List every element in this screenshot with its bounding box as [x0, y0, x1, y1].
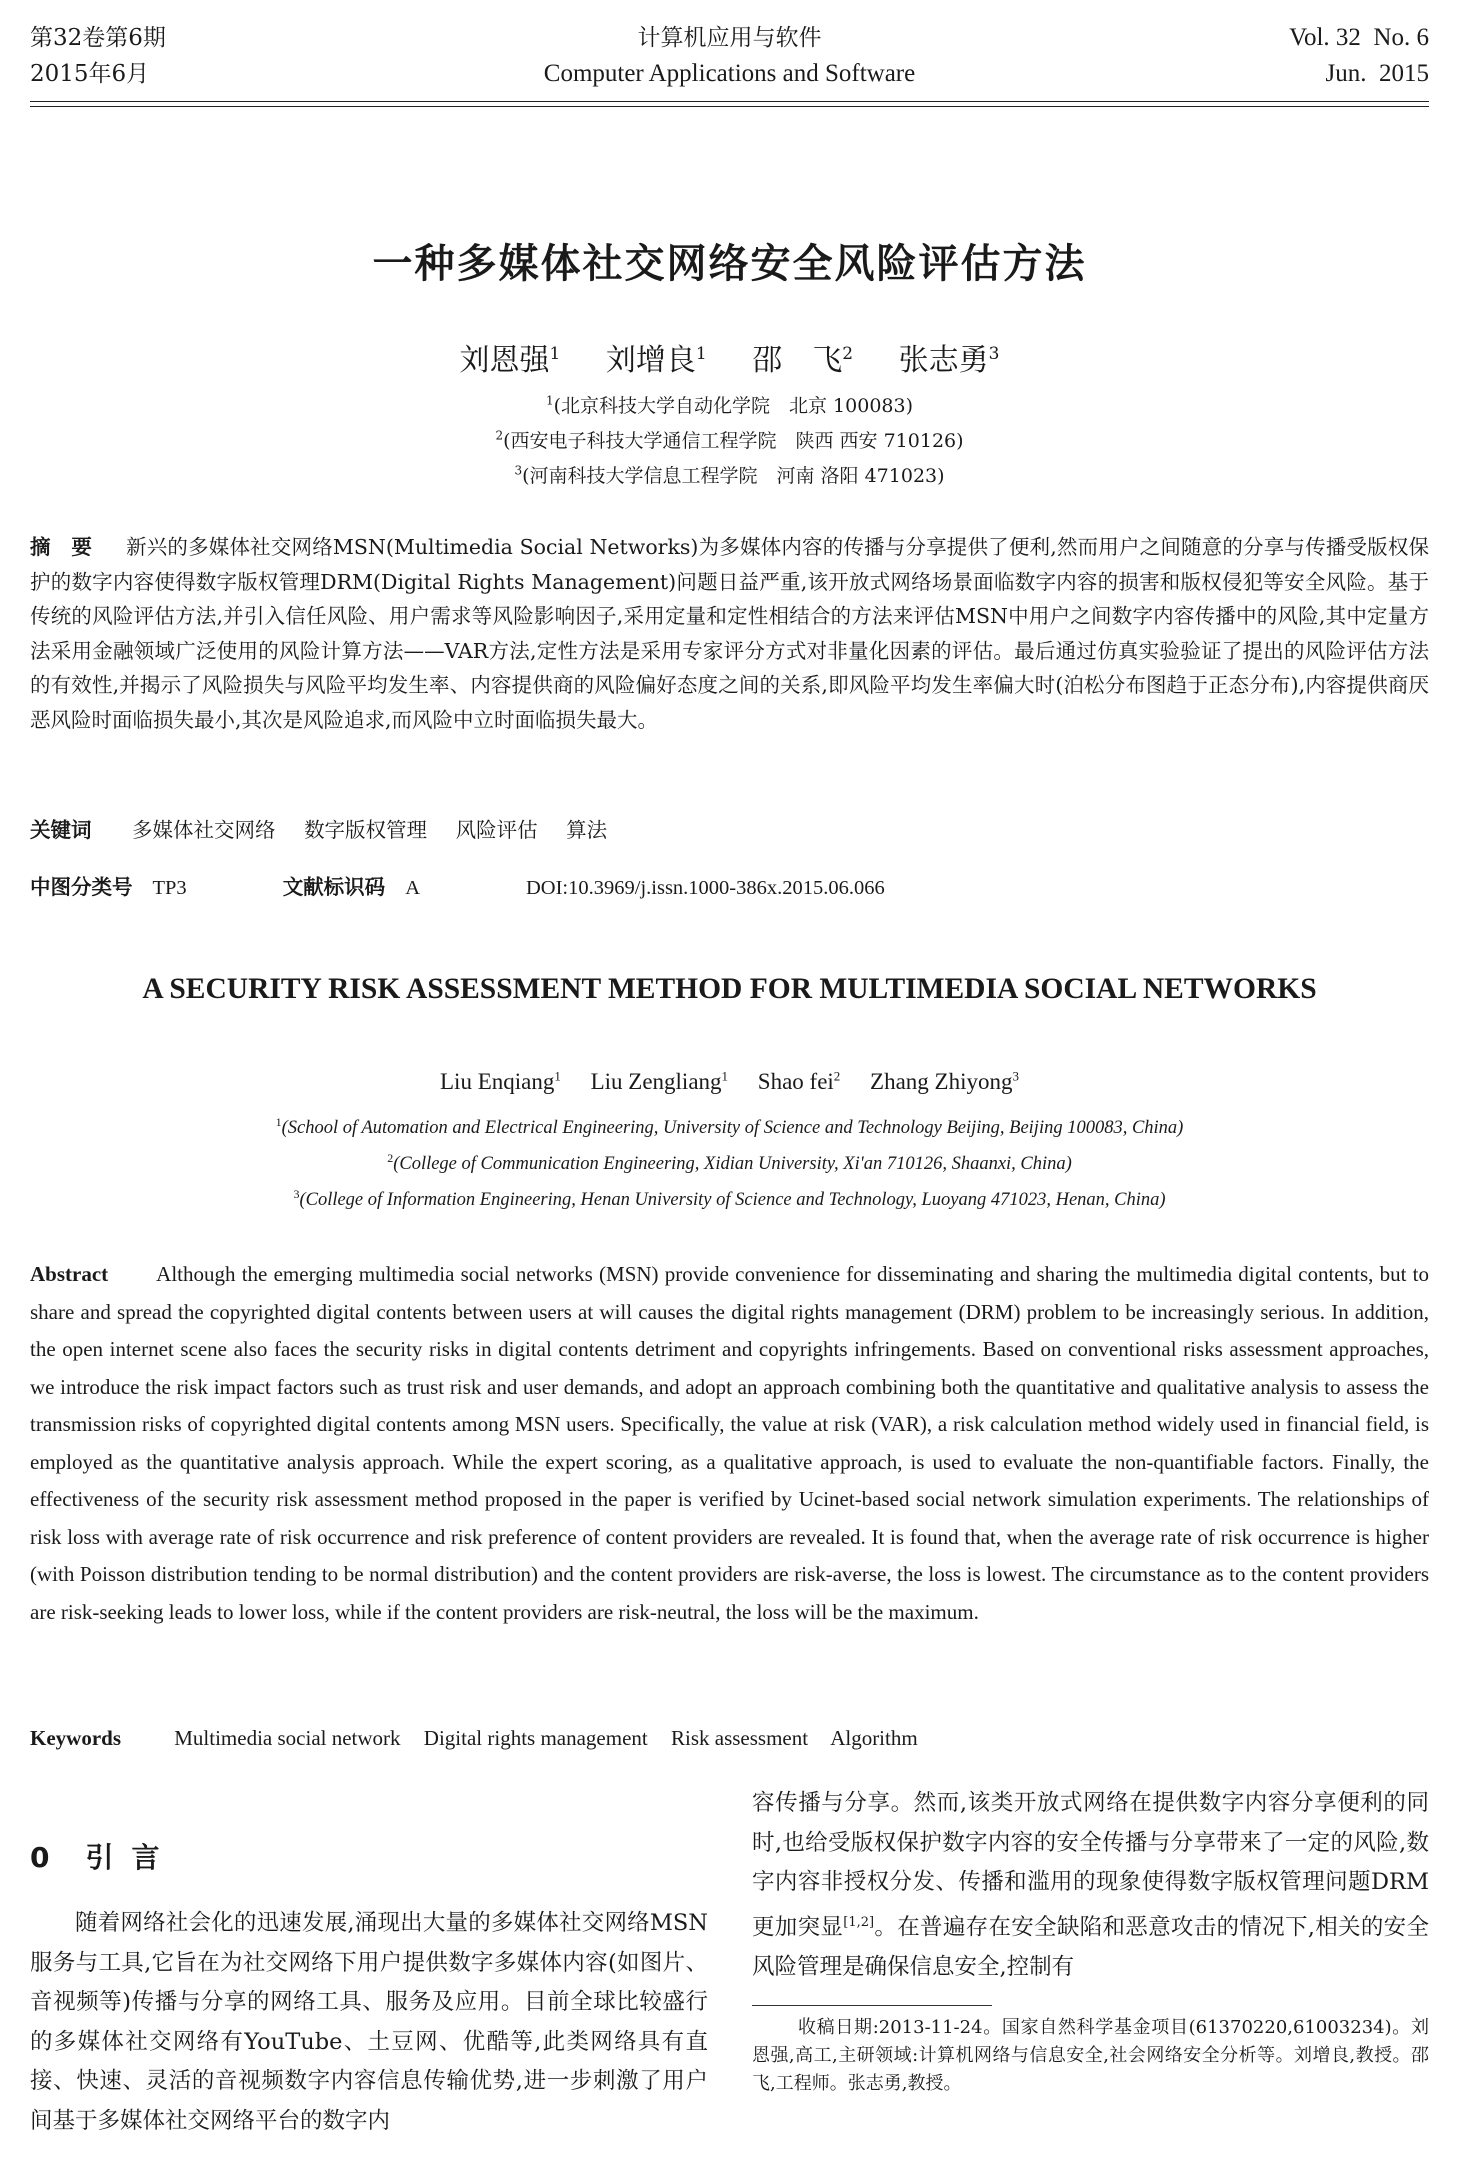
- affiliation-en: $^3$(College of Information Engineering, Henan University of Science and Technology, Luoyang 471023, Henan, China): [293, 1187, 1166, 1211]
- keyword-cn: 算法: [566, 818, 608, 842]
- keyword-en: Risk assessment: [671, 1726, 809, 1750]
- intro-left-column: 随着网络社会化的迅速发展,涌现出大量的多媒体社交网络MSN服务与工具,它旨在为社交网络下用户提供数字多媒体内容(如图片、音视频等)传播与分享的网络工具、服务及应用。目前全球比较盛行的多媒体社交网络有YouTube、土豆网、优酷等,此类网络具有直接、快速、灵活的音视频数字内容信息传输优势,进一步刺激了用户间基于多媒体社交网络平台的数字内: [30, 1910, 708, 2134]
- issue-cn: 第32卷第6期: [30, 25, 166, 51]
- section-title: 引言: [85, 1841, 178, 1874]
- keywords-en-label: Keywords: [30, 1726, 121, 1750]
- abstract-cn-text: 新兴的多媒体社交网络MSN(Multimedia Social Networks)为多媒体内容的传播与分享提供了便利,然而用户之间随意的分享与传播受版权保护的数字内容使得数字版权管理DRM(Digital Rights Management)问题日益严重,该开放式网络场景面临数字内容的损害和版权侵犯等安全风险。基于传统的风险评估方法,并引入信任风险、用户需求等风险影响因子,采用定量和定性相结合的方法来评估MSN中用户之间数字内容传播中的风险,其中定量方法采用金融领域广泛使用的风险计算方法——VAR方法,定性方法是采用专家评分方式对非量化因素的评估。最后通过仿真实验验证了提出的风险评估方法的有效性,并揭示了风险损失与风险平均发生率、内容提供商的风险偏好态度之间的关系,即风险平均发生率偏大时(泊松分布图趋于正态分布),内容提供商厌恶风险时面临损失最小,其次是风险追求,而风险中立时面临损失最大。: [30, 535, 1430, 732]
- clc-value: TP3: [152, 877, 187, 899]
- footnote-rule: [752, 2005, 992, 2006]
- affiliation-cn: $^2$(西安电子科技大学通信工程学院 陕西 西安 710126): [495, 428, 964, 452]
- author-en: Liu Zengliang$^1$: [590, 1068, 729, 1094]
- keyword-cn: 多媒体社交网络: [132, 818, 276, 842]
- volume-en: Vol. 32 No. 6: [1289, 24, 1429, 51]
- title-en: A SECURITY RISK ASSESSMENT METHOD FOR MULTIMEDIA SOCIAL NETWORKS: [142, 973, 1317, 1005]
- affiliation-en: $^1$(School of Automation and Electrical Engineering, University of Science and Technology Beijing, Beijing 100083, China): [275, 1115, 1184, 1139]
- author-cn: 刘恩强$^1$: [459, 343, 561, 378]
- section-heading: [30, 1836, 178, 1876]
- author-en: Zhang Zhiyong$^3$: [870, 1068, 1019, 1094]
- doc-code-label: 文献标识码: [282, 875, 386, 899]
- affiliation-cn: $^1$(北京科技大学自动化学院 北京 100083): [545, 393, 914, 417]
- keywords-en: [30, 1720, 1429, 1758]
- intro-right-column: 容传播与分享。然而,该类开放式网络在提供数字内容分享便利的同时,也给受版权保护数字内容的安全传播与分享带来了一定的风险,数字内容非授权分发、传播和滥用的现象使得数字版权管理问题DRM更加突显[1,2]。在普遍存在安全缺陷和恶意攻击的情况下,相关的安全风险管理是确保信息安全,控制有: [752, 1790, 1429, 1980]
- classification-line: [30, 870, 1429, 906]
- citation: [1,2]: [843, 1914, 875, 1930]
- author-en: Shao fei$^2$: [757, 1068, 841, 1094]
- journal-en: Computer Applications and Software: [543, 60, 916, 87]
- header-rule-bottom: [30, 106, 1429, 107]
- abstract-cn-label: 摘 要: [30, 535, 93, 559]
- abstract-cn: [30, 530, 1429, 737]
- author-cn: 刘增良$^1$: [605, 343, 707, 378]
- footnote: 收稿日期:2013-11-24。国家自然科学基金项目(61370220,61003234)。刘恩强,高工,主研领域:计算机网络与信息安全,社会网络安全分析等。刘增良,教授。邵飞,工程师。张志勇,教授。: [752, 2017, 1429, 2094]
- author-cn: 张志勇$^3$: [898, 343, 1000, 378]
- keyword-cn: 风险评估: [455, 818, 538, 842]
- keyword-en: Digital rights management: [423, 1726, 648, 1750]
- author-cn: 邵 飞$^2$: [752, 343, 854, 378]
- title-cn: 一种多媒体社交网络安全风险评估方法: [372, 241, 1087, 287]
- keyword-en: Algorithm: [830, 1726, 918, 1750]
- affiliation-cn: $^3$(河南科技大学信息工程学院 河南 洛阳 471023): [514, 463, 945, 487]
- journal-cn: 计算机应用与软件: [637, 25, 822, 51]
- abstract-en: [30, 1256, 1429, 1631]
- abstract-en-label: Abstract: [30, 1262, 109, 1286]
- header-rule-top: [30, 101, 1429, 102]
- clc-label: 中图分类号: [30, 875, 133, 899]
- authors-cn: [0, 335, 1459, 379]
- keywords-cn: [30, 813, 1429, 848]
- author-en: Liu Enqiang$^1$: [440, 1068, 561, 1094]
- date-en: Jun. 2015: [1325, 60, 1429, 87]
- doc-code-value: A: [405, 877, 420, 899]
- doi: DOI:10.3969/j.issn.1000-386x.2015.06.066: [526, 877, 885, 899]
- authors-en: [0, 1068, 1459, 1095]
- date-cn: 2015年6月: [30, 61, 150, 87]
- section-number: 0: [30, 1841, 68, 1874]
- keyword-cn: 数字版权管理: [304, 818, 428, 842]
- keyword-en: Multimedia social network: [174, 1726, 401, 1750]
- affiliation-en: $^2$(College of Communication Engineering, Xidian University, Xi'an 710126, Shaanxi, China): [387, 1151, 1072, 1175]
- keywords-cn-label: 关键词: [30, 818, 92, 842]
- abstract-en-text: Although the emerging multimedia social networks (MSN) provide convenience for disseminating and sharing the multimedia digital contents, but to share and spread the copyrighted digital contents between users at will causes the digital rights management (DRM) problem to be increasingly serious. In addition, the open internet scene also faces the security risks in digital contents detriment and copyrights infringements. Based on conventional risks assessment approaches, we introduce the risk impact factors such as trust risk and user demands, and adopt an approach combining both the quantitative and qualitative analysis to assess the transmission risks of copyrighted digital contents among MSN users. Specifically, the value at risk (VAR), a risk calculation method widely used in financial field, is employed as the quantitative analysis approach. While the expert scoring, as a qualitative approach, is used to evaluate the non-quantifiable factors. Finally, the effectiveness of the security risk assessment method proposed in the paper is verified by Ucinet-based social network simulation experiments. The relationships of risk loss with average rate of risk occurrence and risk preference of content providers are revealed. It is found that, when the average rate of risk occurrence is higher (with Poisson distribution tending to be normal distribution) and the content providers are risk-averse, the loss is lowest. The circumstance as to the content providers are risk-seeking leads to lower loss, while if the content providers are risk-neutral, the loss will be the maximum.: [30, 1262, 1429, 1624]
